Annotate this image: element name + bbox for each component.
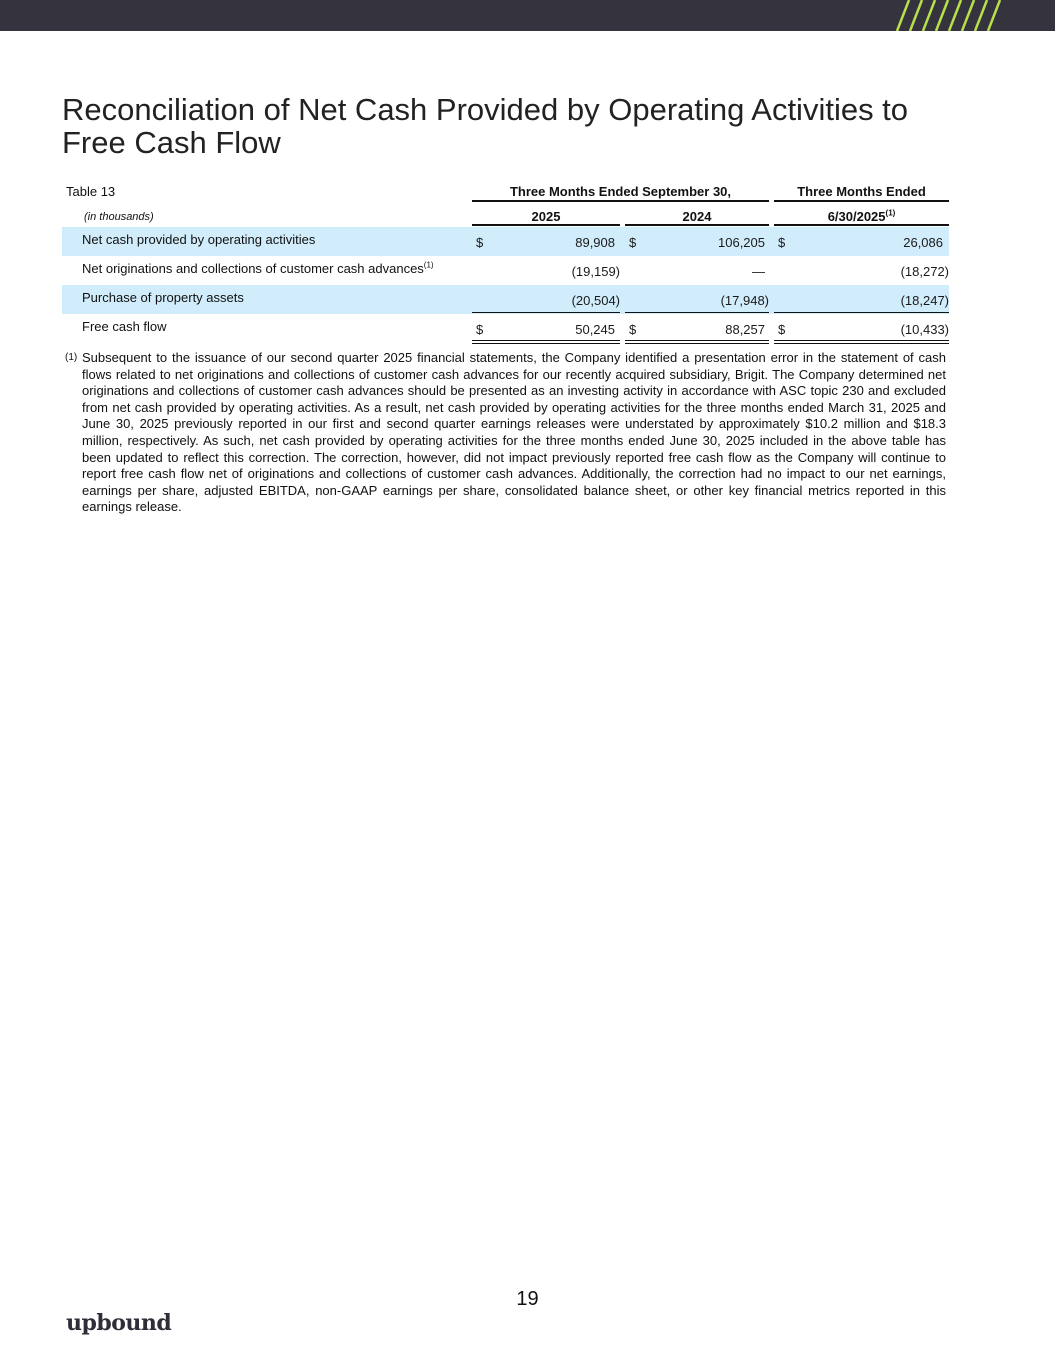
- value-2025: (19,159): [571, 264, 620, 279]
- currency-sign: $: [778, 235, 786, 250]
- underline-2024: [625, 224, 769, 226]
- currency-sign: $: [778, 322, 786, 337]
- value-q2: 26,086: [903, 235, 943, 250]
- value-2024: 106,205: [718, 235, 765, 250]
- row-label: Net originations and collections of customer cash advances$^{(1)}$: [82, 260, 434, 276]
- table-row: [62, 314, 949, 343]
- page-number: 19: [516, 1288, 539, 1310]
- value-2024: (17,948): [720, 293, 769, 308]
- subtotal-line: [774, 312, 949, 313]
- currency-sign: $: [476, 322, 484, 337]
- upbound-logo: upbound: [66, 1310, 172, 1336]
- group-header: Three Months Ended September 30,: [509, 184, 732, 199]
- total-double-line: [472, 340, 620, 344]
- subtotal-line: [472, 312, 620, 313]
- row-label: Free cash flow: [82, 319, 167, 334]
- value-2025: 50,245: [575, 322, 615, 337]
- value-q2: (18,272): [900, 264, 949, 279]
- table-row: [62, 256, 949, 285]
- group-underline: [472, 200, 769, 202]
- page-title: Reconciliation of Net Cash Provided by Operating Activities to Free Cash Flow: [62, 92, 909, 160]
- units-label: (in thousands): [84, 211, 154, 223]
- column-header-q2: 6/30/2025$^{(1)}$: [827, 208, 896, 224]
- currency-sign: $: [629, 322, 637, 337]
- value-2025: (20,504): [571, 293, 620, 308]
- table-label: Table 13: [66, 184, 116, 199]
- column-header-2025: 2025: [531, 209, 561, 224]
- row-label: Net cash provided by operating activities: [82, 232, 316, 247]
- footnote: [62, 350, 946, 516]
- currency-sign: $: [476, 235, 484, 250]
- footnote-marker: (1): [65, 352, 78, 363]
- column-header-2024: 2024: [682, 209, 712, 224]
- top-banner: [0, 0, 1055, 31]
- value-q2: (18,247): [900, 293, 949, 308]
- currency-sign: $: [629, 235, 637, 250]
- total-double-line: [774, 340, 949, 344]
- row-label: Purchase of property assets: [82, 290, 244, 305]
- underline-q2: [774, 224, 949, 226]
- value-2024: —: [752, 264, 765, 279]
- table-row: [62, 285, 949, 314]
- footnote-text: Subsequent to the issuance of our second quarter 2025 financial statements, the Company identified a presentation error in the statement of cash flows related to net originations and collections of customer cash advances for our recently acquired subsidiary, Brigit. The Company determined net originations and collections of customer cash advances should be presented as an investing activity in accordance with ASC topic 230 and excluded from net cash provided by operating activities. As a result, net cash provided by operating activities for the three months ended March 31, 2025 and June 30, 2025 previously reported in our first and second quarter earnings releases were understated by approximately $10.2 million and $18.3 million, respectively. As such, net cash provided by operating activities for the three months ended June 30, 2025 included in the above table has been updated to reflect this correction. The correction, however, did not impact previously reported free cash flow as the Company will continue to report free cash flow net of originations and collections of customer cash advances. Additionally, the correction had no impact to our net earnings, earnings per share, adjusted EBITDA, non-GAAP earnings per share, consolidated balance sheet, or other key financial metrics reported in this earnings release.: [82, 350, 946, 515]
- accent-stripes-icon: [895, 0, 1005, 31]
- table-row: [62, 227, 949, 256]
- subtotal-line: [625, 312, 769, 313]
- value-2024: 88,257: [725, 322, 765, 337]
- value-q2: (10,433): [900, 322, 949, 337]
- third-column-header: Three Months Ended: [797, 184, 926, 199]
- third-underline: [774, 200, 949, 202]
- underline-2025: [472, 224, 620, 226]
- total-double-line: [625, 340, 769, 344]
- value-2025: 89,908: [575, 235, 615, 250]
